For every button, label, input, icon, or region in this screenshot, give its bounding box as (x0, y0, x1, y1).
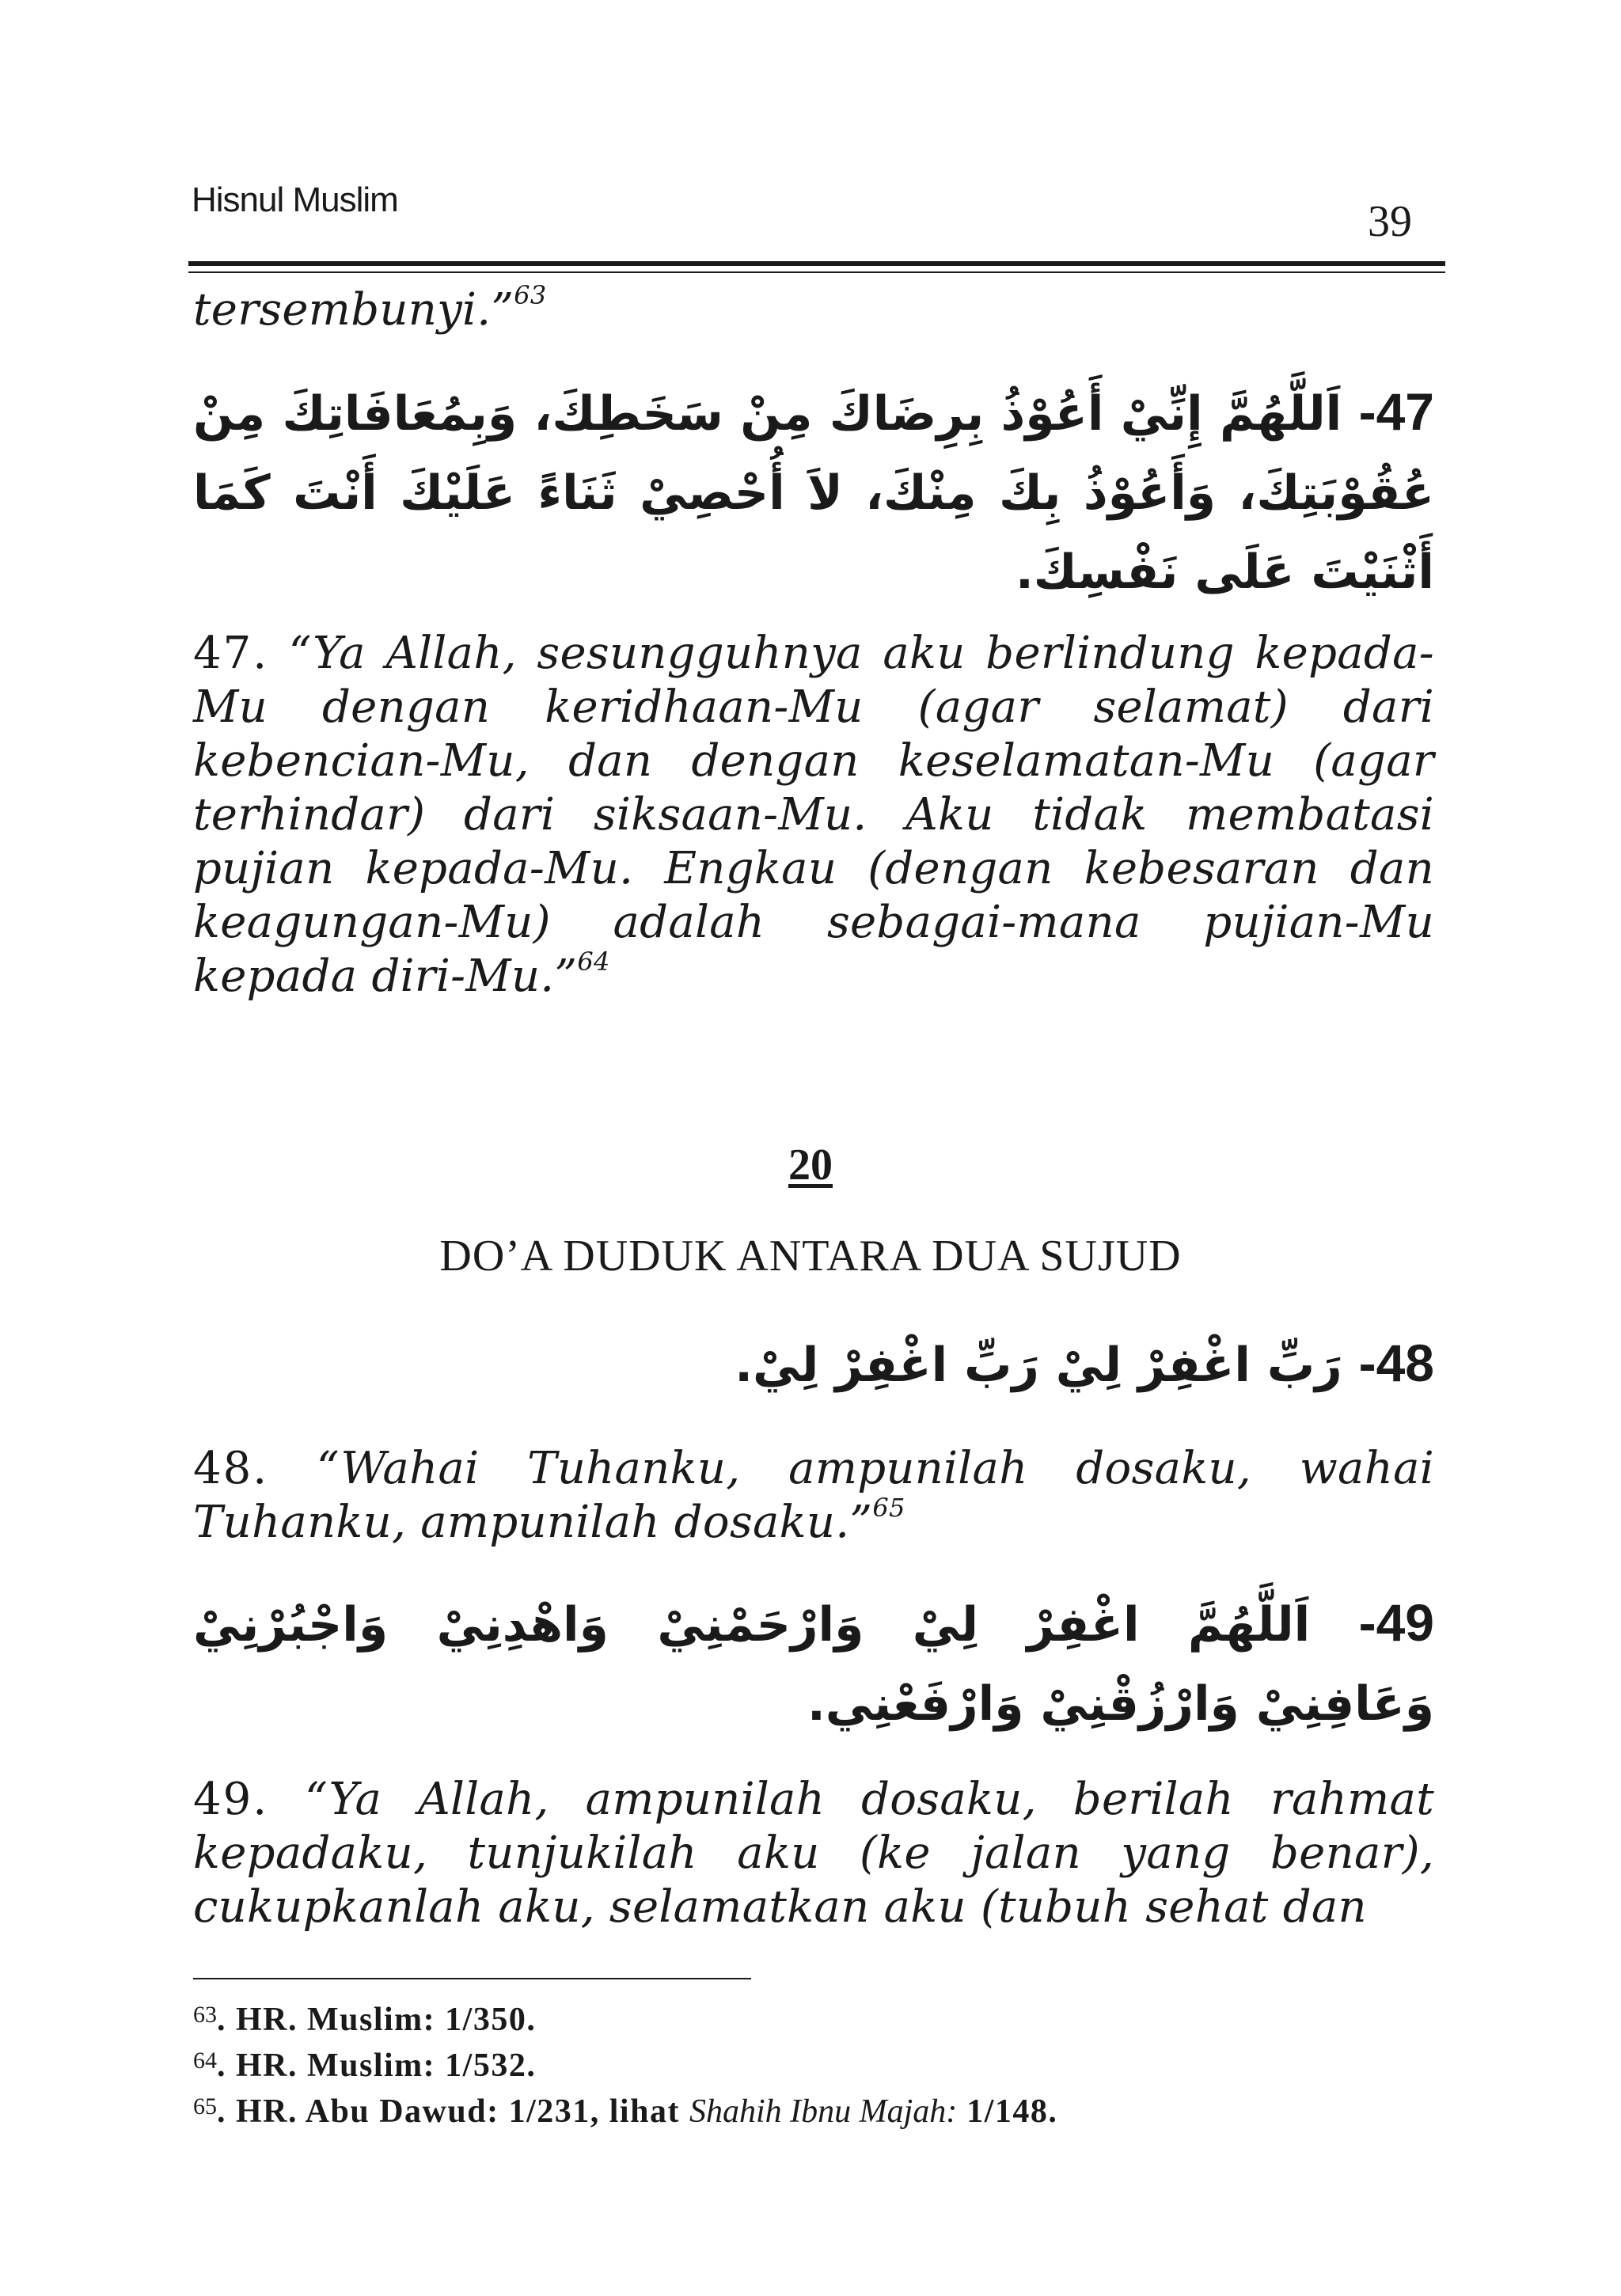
continuation-paragraph (193, 280, 1434, 337)
header-rule-thick (188, 261, 1445, 266)
dua-49-translation (193, 1773, 1434, 1934)
dua-47-translation-text: “Ya Allah, sesungguhnya aku berlindung kepada-Mu dengan keridhaan-Mu (agar selamat) dari kebencian-Mu, dan dengan keselamatan-Mu (agar terhindar) dari siksaan-Mu. Aku tidak membatasi pujian kepada-Mu. Engkau (dengan kebesaran dan keagungan-Mu) adalah sebagai-mana pujian-Mu kepada diri-Mu.” (193, 628, 1434, 1002)
dua-48-arabic-number: 48- (1358, 1334, 1434, 1392)
footnote-separator (193, 1978, 751, 1979)
footnotes (193, 1994, 1434, 2132)
dua-48-number: 48. (193, 1443, 269, 1494)
chapter-number: 20 (788, 1140, 833, 1190)
dua-48-arabic-text: رَبِّ اغْفِرْ لِيْ رَبِّ اغْفِرْ لِيْ. (735, 1338, 1342, 1393)
dua-47-arabic (193, 372, 1434, 612)
dua-47-arabic-text: اَللَّهُمَّ إِنِّيْ أَعُوْذُ بِرِضَاكَ مِنْ سَخَطِكَ، وَبِمُعَافَاتِكَ مِنْ عُقُوْبَتِكَ، وَأَعُوْذُ بِكَ مِنْكَ، لاَ أُحْصِيْ ثَنَاءً عَلَيْكَ أَنْتَ كَمَا أَثْنَيْتَ عَلَى نَفْسِكَ. (193, 386, 1434, 600)
footnote-suffix: 1/148. (957, 2093, 1058, 2130)
footnote-ref-65: 65 (872, 1493, 905, 1523)
dua-47-translation (193, 627, 1434, 1004)
dua-47-number: 47. (193, 628, 269, 679)
dua-48-translation (193, 1442, 1434, 1550)
dua-49-arabic-text: اَللَّهُمَّ اغْفِرْ لِيْ وَارْحَمْنِيْ وَاهْدِنِيْ وَاجْبُرْنِيْ وَعَافِنِيْ وَارْزُقْنِيْ وَارْفَعْنِي. (193, 1597, 1434, 1732)
footnote-text: . HR. Muslim: 1/350. (217, 2002, 537, 2038)
footnote-ref-63: 63 (514, 280, 547, 310)
footnote-number: 65 (193, 2093, 217, 2120)
running-head-title: Hisnul Muslim (192, 180, 398, 219)
footnote-64 (193, 2040, 1434, 2086)
dua-49-number: 49. (193, 1774, 269, 1825)
footnote-number: 63 (193, 2002, 217, 2028)
footnote-63 (193, 1994, 1434, 2040)
dua-48-translation-text: “Wahai Tuhanku, ampunilah dosaku, wahai Tuhanku, ampunilah dosaku.” (193, 1443, 1435, 1548)
dua-48-arabic (193, 1323, 1434, 1405)
dua-47-arabic-number: 47- (1358, 382, 1434, 441)
dua-49-arabic-number: 49- (1358, 1593, 1434, 1652)
footnote-text: . HR. Muslim: 1/532. (217, 2047, 537, 2084)
header-rule-thin (188, 271, 1445, 273)
footnote-65 (193, 2086, 1434, 2132)
dua-49-arabic (193, 1583, 1434, 1744)
footnote-source-title: Shahih Ibnu Majah: (689, 2093, 958, 2130)
footnote-number: 64 (193, 2047, 217, 2074)
page-number: 39 (1368, 197, 1412, 246)
chapter-title: DO’A DUDUK ANTARA DUA SUJUD (439, 1231, 1182, 1281)
dua-49-translation-text: “Ya Allah, ampunilah dosaku, berilah rahmat kepadaku, tunjukilah aku (ke jalan yang benar), cukupkanlah aku, selamatkan aku (tubuh sehat dan (193, 1774, 1434, 1933)
footnote-ref-64: 64 (577, 947, 610, 977)
footnote-text: . HR. Abu Dawud: 1/231, lihat (217, 2093, 689, 2130)
continuation-text: tersembunyi.” (193, 284, 514, 336)
